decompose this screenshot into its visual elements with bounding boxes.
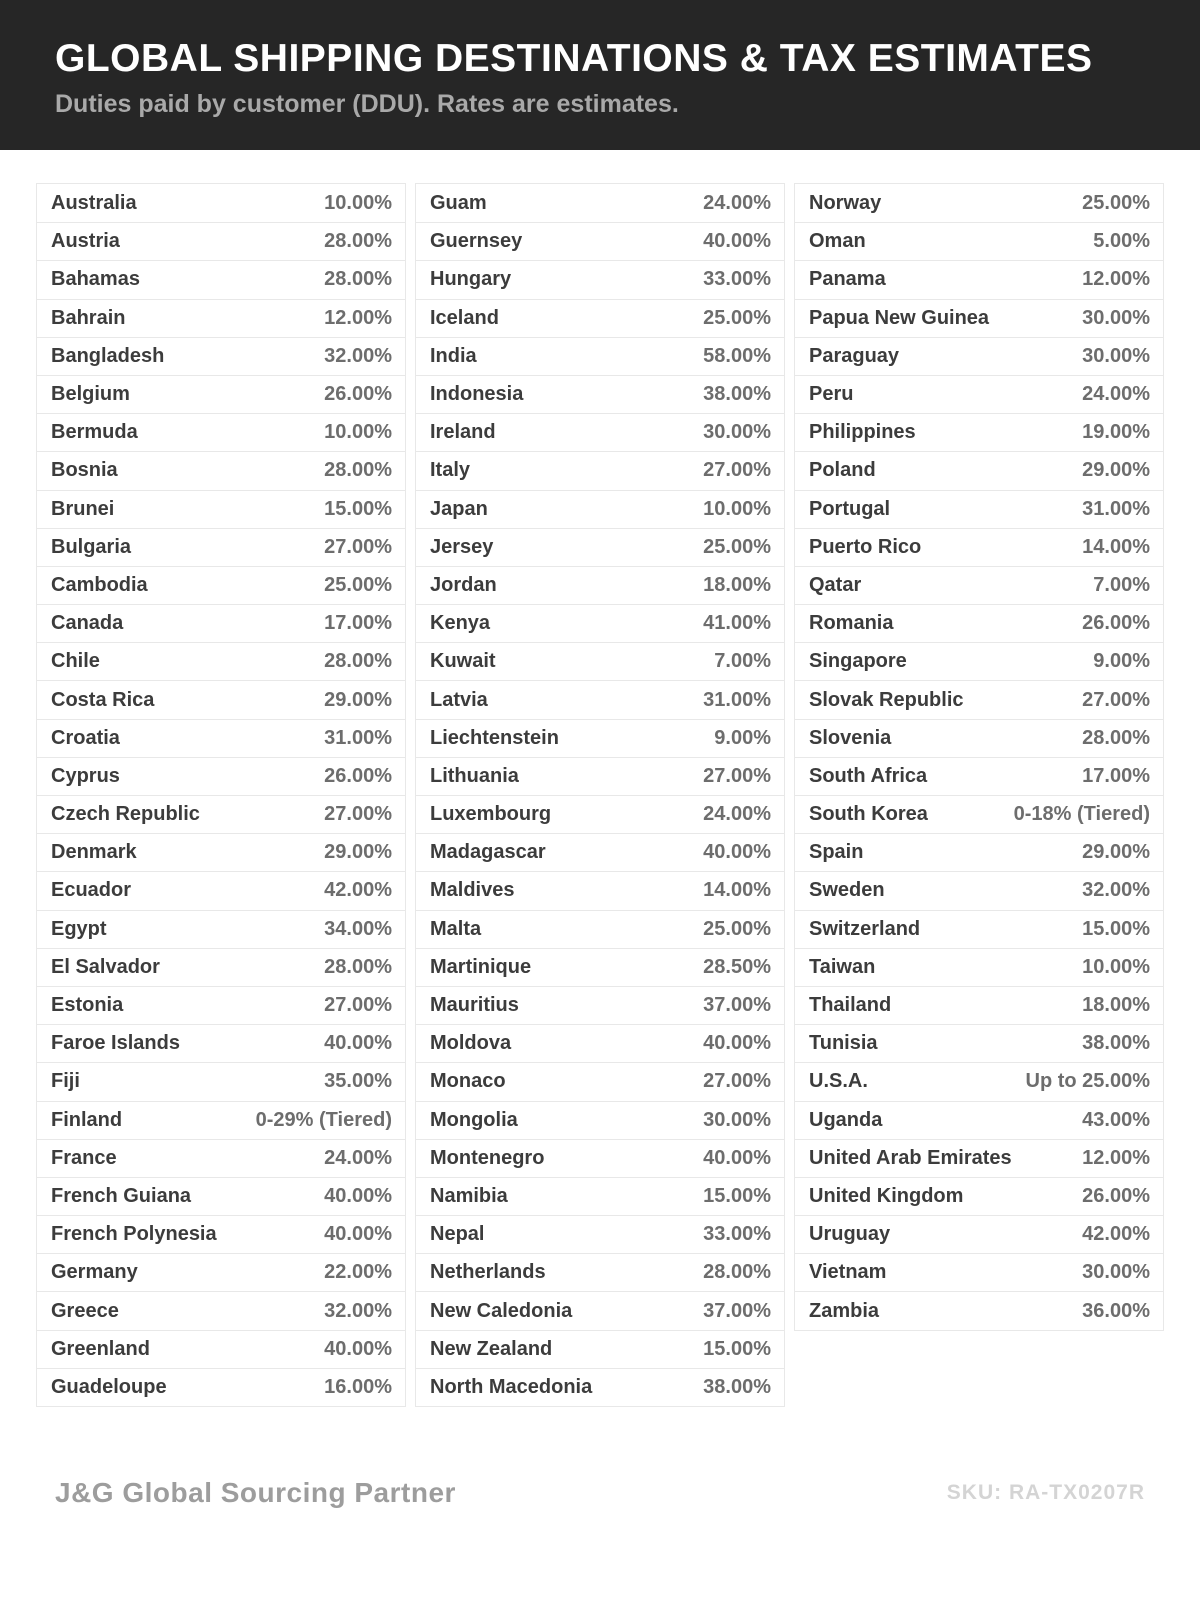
country-name: Spain (809, 841, 864, 864)
country-name: U.S.A. (809, 1070, 868, 1093)
country-name: South Africa (809, 764, 928, 787)
tax-rate: 36.00% (1082, 1299, 1150, 1322)
country-name: Philippines (809, 421, 916, 444)
table-row (416, 528, 784, 566)
rate-column-3 (794, 183, 1164, 1331)
table-row (795, 1253, 1163, 1291)
country-name: Peru (809, 383, 854, 406)
country-name: El Salvador (51, 955, 160, 978)
table-row (37, 1024, 405, 1062)
tax-rate: 25.00% (703, 306, 771, 329)
table-row (37, 299, 405, 337)
table-row (37, 1215, 405, 1253)
country-name: Slovak Republic (809, 688, 964, 711)
table-row (37, 1062, 405, 1100)
table-row (416, 451, 784, 489)
table-row (416, 375, 784, 413)
tax-rate: 31.00% (324, 726, 392, 749)
country-name: Jersey (430, 535, 494, 558)
tax-rate: 27.00% (1082, 688, 1150, 711)
country-name: Panama (809, 268, 886, 291)
tax-rate: 37.00% (703, 994, 771, 1017)
country-name: Bahrain (51, 306, 126, 329)
tax-rate: 9.00% (1093, 650, 1150, 673)
table-row (37, 451, 405, 489)
sku-label: SKU: RA-TX0207R (946, 1481, 1145, 1504)
table-row (795, 642, 1163, 680)
table-row (37, 1253, 405, 1291)
tax-rate: 15.00% (703, 1337, 771, 1360)
tax-rate: 32.00% (324, 344, 392, 367)
table-row (37, 1177, 405, 1215)
tax-rate: 28.00% (1082, 726, 1150, 749)
country-name: Malta (430, 917, 482, 940)
country-name: Poland (809, 459, 876, 482)
tax-rate: 40.00% (324, 1223, 392, 1246)
table-row (37, 795, 405, 833)
country-name: Faroe Islands (51, 1032, 180, 1055)
country-name: Slovenia (809, 726, 892, 749)
tax-rate: 15.00% (1082, 917, 1150, 940)
table-row (795, 222, 1163, 260)
table-row (795, 910, 1163, 948)
tax-rate: 38.00% (1082, 1032, 1150, 1055)
country-name: Ireland (430, 421, 496, 444)
country-name: French Polynesia (51, 1223, 217, 1246)
country-name: Kenya (430, 612, 491, 635)
tax-rate: 25.00% (703, 535, 771, 558)
table-row (795, 184, 1163, 222)
country-name: Brunei (51, 497, 115, 520)
tax-rate: 28.00% (703, 1261, 771, 1284)
table-row (37, 490, 405, 528)
tax-rate: 40.00% (703, 230, 771, 253)
tax-rate: 30.00% (703, 421, 771, 444)
table-row (416, 642, 784, 680)
tax-rate: 32.00% (1082, 879, 1150, 902)
country-name: Singapore (809, 650, 907, 673)
country-name: Madagascar (430, 841, 546, 864)
tax-rate: 25.00% (703, 917, 771, 940)
country-name: Qatar (809, 573, 862, 596)
tax-rate: 33.00% (703, 1223, 771, 1246)
country-name: Greece (51, 1299, 119, 1322)
table-row (416, 986, 784, 1024)
tax-rate: 40.00% (324, 1032, 392, 1055)
table-row (795, 490, 1163, 528)
tax-rate-table (36, 183, 1164, 1407)
table-row (37, 184, 405, 222)
tax-rate: 31.00% (1082, 497, 1150, 520)
country-name: Hungary (430, 268, 512, 291)
tax-rate: 37.00% (703, 1299, 771, 1322)
tax-rate: 10.00% (1082, 955, 1150, 978)
tax-rate: 41.00% (703, 612, 771, 635)
table-row (37, 719, 405, 757)
table-row (416, 1291, 784, 1329)
table-row (795, 375, 1163, 413)
tax-rate: 26.00% (324, 383, 392, 406)
table-row (416, 680, 784, 718)
country-name: Latvia (430, 688, 488, 711)
country-name: Maldives (430, 879, 515, 902)
country-name: Luxembourg (430, 803, 552, 826)
table-row (37, 413, 405, 451)
country-name: Bosnia (51, 459, 118, 482)
country-name: Iceland (430, 306, 499, 329)
country-name: Canada (51, 612, 124, 635)
country-name: Mongolia (430, 1108, 518, 1131)
tax-rate: 40.00% (703, 1032, 771, 1055)
country-name: Guadeloupe (51, 1375, 167, 1398)
table-row (37, 948, 405, 986)
tax-rate: 33.00% (703, 268, 771, 291)
country-name: France (51, 1146, 117, 1169)
tax-rate: 58.00% (703, 344, 771, 367)
tax-rate: 24.00% (1082, 383, 1150, 406)
table-row (416, 604, 784, 642)
table-row (795, 260, 1163, 298)
table-row (37, 871, 405, 909)
country-name: Bahamas (51, 268, 140, 291)
tax-rate: 30.00% (1082, 1261, 1150, 1284)
tax-rate: 28.00% (324, 268, 392, 291)
tax-rate: 40.00% (324, 1184, 392, 1207)
table-row (416, 1139, 784, 1177)
country-name: Bangladesh (51, 344, 165, 367)
tax-rate: 29.00% (1082, 841, 1150, 864)
table-row (416, 1368, 784, 1406)
table-row (416, 948, 784, 986)
country-name: Cyprus (51, 764, 120, 787)
tax-rate: 29.00% (1082, 459, 1150, 482)
country-name: Romania (809, 612, 894, 635)
tax-rate: 28.00% (324, 955, 392, 978)
country-name: Uruguay (809, 1223, 891, 1246)
tax-rate: 32.00% (324, 1299, 392, 1322)
table-row (795, 1139, 1163, 1177)
table-row (416, 1024, 784, 1062)
country-name: New Caledonia (430, 1299, 573, 1322)
country-name: Sweden (809, 879, 885, 902)
country-name: Portugal (809, 497, 891, 520)
country-name: Chile (51, 650, 100, 673)
country-name: Thailand (809, 994, 892, 1017)
tax-rate: 40.00% (324, 1337, 392, 1360)
country-name: Liechtenstein (430, 726, 559, 749)
country-name: United Arab Emirates (809, 1146, 1012, 1169)
rate-column-1 (36, 183, 406, 1407)
table-row (795, 566, 1163, 604)
country-name: Italy (430, 459, 471, 482)
table-row (795, 528, 1163, 566)
country-name: Kuwait (430, 650, 496, 673)
country-name: Namibia (430, 1184, 508, 1207)
country-name: Denmark (51, 841, 137, 864)
country-name: Moldova (430, 1032, 512, 1055)
tax-rate: 42.00% (1082, 1223, 1150, 1246)
country-name: Uganda (809, 1108, 883, 1131)
table-row (37, 337, 405, 375)
tax-rate: 27.00% (703, 1070, 771, 1093)
country-name: Greenland (51, 1337, 150, 1360)
country-name: Oman (809, 230, 866, 253)
country-name: India (430, 344, 477, 367)
country-name: Tunisia (809, 1032, 878, 1055)
tax-rate: 18.00% (1082, 994, 1150, 1017)
table-row (795, 1215, 1163, 1253)
tax-rate: 27.00% (324, 994, 392, 1017)
country-name: New Zealand (430, 1337, 553, 1360)
country-name: Ecuador (51, 879, 132, 902)
table-row (37, 260, 405, 298)
tax-rate: 28.00% (324, 230, 392, 253)
tax-rate: 27.00% (324, 535, 392, 558)
tax-rate: 26.00% (1082, 612, 1150, 635)
country-name: Bermuda (51, 421, 138, 444)
table-row (37, 528, 405, 566)
table-row (795, 1024, 1163, 1062)
table-row (37, 642, 405, 680)
table-row (416, 1215, 784, 1253)
table-row (416, 910, 784, 948)
table-row (37, 680, 405, 718)
tax-rate: 15.00% (324, 497, 392, 520)
country-name: Costa Rica (51, 688, 155, 711)
country-name: Netherlands (430, 1261, 546, 1284)
tax-rate: 27.00% (324, 803, 392, 826)
tax-rate: 29.00% (324, 688, 392, 711)
table-row (795, 1177, 1163, 1215)
tax-rate: Up to 25.00% (1025, 1070, 1150, 1093)
tax-rate: 18.00% (703, 573, 771, 596)
table-row (795, 1062, 1163, 1100)
country-name: Bulgaria (51, 535, 132, 558)
tax-rate: 12.00% (1082, 268, 1150, 291)
table-row (416, 260, 784, 298)
tax-rate: 28.00% (324, 650, 392, 673)
tax-rate: 40.00% (703, 841, 771, 864)
table-row (795, 451, 1163, 489)
country-name: Belgium (51, 383, 130, 406)
tax-rate: 40.00% (703, 1146, 771, 1169)
country-name: Norway (809, 191, 882, 214)
table-row (795, 986, 1163, 1024)
country-name: Monaco (430, 1070, 506, 1093)
country-name: Martinique (430, 955, 532, 978)
tax-rate: 28.00% (324, 459, 392, 482)
rate-column-2 (415, 183, 785, 1407)
tax-rate: 17.00% (1082, 764, 1150, 787)
country-name: Finland (51, 1108, 123, 1131)
table-row (795, 833, 1163, 871)
table-row (416, 871, 784, 909)
table-row (416, 1101, 784, 1139)
tax-rate: 30.00% (1082, 306, 1150, 329)
brand-name: J&G Global Sourcing Partner (55, 1477, 456, 1508)
tax-rate: 28.50% (703, 955, 771, 978)
country-name: Estonia (51, 994, 124, 1017)
tax-rate: 17.00% (324, 612, 392, 635)
table-row (416, 222, 784, 260)
tax-rate: 24.00% (703, 803, 771, 826)
tax-rate: 0-18% (Tiered) (1013, 803, 1150, 826)
tax-rate: 42.00% (324, 879, 392, 902)
table-row (416, 184, 784, 222)
country-name: Puerto Rico (809, 535, 922, 558)
table-row (795, 871, 1163, 909)
page-footer (55, 1477, 1145, 1509)
country-name: Germany (51, 1261, 138, 1284)
tax-rate: 7.00% (714, 650, 771, 673)
tax-rate: 35.00% (324, 1070, 392, 1093)
table-row (795, 719, 1163, 757)
table-row (37, 604, 405, 642)
tax-rate: 25.00% (1082, 191, 1150, 214)
table-row (416, 299, 784, 337)
table-row (37, 1291, 405, 1329)
tax-rate: 9.00% (714, 726, 771, 749)
tax-rate: 26.00% (324, 764, 392, 787)
table-row (416, 1177, 784, 1215)
table-row (416, 1062, 784, 1100)
table-row (416, 566, 784, 604)
country-name: Zambia (809, 1299, 880, 1322)
country-name: South Korea (809, 803, 928, 826)
country-name: Nepal (430, 1223, 485, 1246)
table-row (795, 1291, 1163, 1329)
table-row (37, 1368, 405, 1406)
tax-rate: 15.00% (703, 1184, 771, 1207)
tax-rate: 10.00% (703, 497, 771, 520)
country-name: Guam (430, 191, 487, 214)
country-name: Indonesia (430, 383, 524, 406)
table-row (37, 986, 405, 1024)
country-name: Lithuania (430, 764, 519, 787)
tax-rate: 12.00% (1082, 1146, 1150, 1169)
country-name: Vietnam (809, 1261, 887, 1284)
country-name: Mauritius (430, 994, 519, 1017)
country-name: Czech Republic (51, 803, 200, 826)
table-row (795, 604, 1163, 642)
country-name: North Macedonia (430, 1375, 593, 1398)
table-row (37, 757, 405, 795)
table-row (416, 757, 784, 795)
tax-rate: 27.00% (703, 764, 771, 787)
country-name: Taiwan (809, 955, 876, 978)
country-name: Jordan (430, 573, 497, 596)
country-name: Egypt (51, 917, 107, 940)
table-row (416, 833, 784, 871)
table-row (37, 1330, 405, 1368)
table-row (416, 1330, 784, 1368)
page-subtitle: Duties paid by customer (DDU). Rates are estimates. (55, 90, 679, 118)
country-name: Montenegro (430, 1146, 545, 1169)
table-row (795, 413, 1163, 451)
tax-rate: 27.00% (703, 459, 771, 482)
table-row (795, 680, 1163, 718)
tax-rate: 24.00% (324, 1146, 392, 1169)
table-row (795, 299, 1163, 337)
tax-rate: 5.00% (1093, 230, 1150, 253)
country-name: Croatia (51, 726, 120, 749)
tax-rate: 30.00% (703, 1108, 771, 1131)
tax-rate: 14.00% (1082, 535, 1150, 558)
table-row (37, 222, 405, 260)
table-row (416, 719, 784, 757)
tax-rate: 22.00% (324, 1261, 392, 1284)
table-row (795, 795, 1163, 833)
tax-rate: 30.00% (1082, 344, 1150, 367)
country-name: United Kingdom (809, 1184, 964, 1207)
tax-rate: 38.00% (703, 383, 771, 406)
tax-rate: 16.00% (324, 1375, 392, 1398)
table-row (416, 795, 784, 833)
tax-rate: 10.00% (324, 191, 392, 214)
tax-rate: 10.00% (324, 421, 392, 444)
table-row (37, 833, 405, 871)
table-row (37, 1139, 405, 1177)
tax-rate: 34.00% (324, 917, 392, 940)
tax-rate: 7.00% (1093, 573, 1150, 596)
table-row (37, 1101, 405, 1139)
table-row (416, 1253, 784, 1291)
country-name: Switzerland (809, 917, 921, 940)
table-row (795, 948, 1163, 986)
table-row (416, 413, 784, 451)
tax-rate: 38.00% (703, 1375, 771, 1398)
country-name: Japan (430, 497, 488, 520)
table-row (37, 910, 405, 948)
table-row (37, 566, 405, 604)
table-row (416, 490, 784, 528)
tax-rate: 24.00% (703, 191, 771, 214)
table-row (795, 757, 1163, 795)
tax-rate: 29.00% (324, 841, 392, 864)
tax-rate: 31.00% (703, 688, 771, 711)
tax-rate: 19.00% (1082, 421, 1150, 444)
table-row (37, 375, 405, 413)
country-name: Cambodia (51, 573, 148, 596)
tax-rate: 43.00% (1082, 1108, 1150, 1131)
tax-rate: 25.00% (324, 573, 392, 596)
country-name: Paraguay (809, 344, 900, 367)
tax-rate: 26.00% (1082, 1184, 1150, 1207)
country-name: French Guiana (51, 1184, 192, 1207)
country-name: Austria (51, 230, 120, 253)
country-name: Australia (51, 191, 137, 214)
table-row (416, 337, 784, 375)
page-header (0, 0, 1200, 150)
table-row (795, 337, 1163, 375)
tax-rate: 12.00% (324, 306, 392, 329)
page-title: GLOBAL SHIPPING DESTINATIONS & TAX ESTIMATES (55, 37, 1093, 80)
country-name: Guernsey (430, 230, 523, 253)
tax-rate: 0-29% (Tiered) (255, 1108, 392, 1131)
country-name: Papua New Guinea (809, 306, 990, 329)
country-name: Fiji (51, 1070, 80, 1093)
tax-rate: 14.00% (703, 879, 771, 902)
table-row (795, 1101, 1163, 1139)
